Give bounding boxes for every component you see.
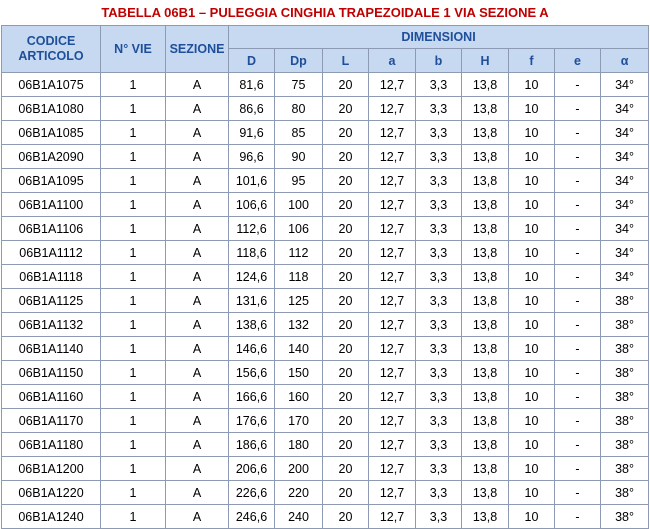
cell-codice: 06B1A1100 [2, 193, 101, 217]
cell-b: 3,3 [416, 193, 462, 217]
cell-alpha: 38° [601, 433, 649, 457]
header-dim-b: b [416, 49, 462, 73]
cell-codice: 06B1A2090 [2, 145, 101, 169]
cell-h: 13,8 [462, 337, 509, 361]
cell-n-vie: 1 [101, 337, 166, 361]
cell-e: - [555, 481, 601, 505]
cell-b: 3,3 [416, 481, 462, 505]
cell-dp: 140 [275, 337, 323, 361]
cell-h: 13,8 [462, 505, 509, 529]
cell-d: 81,6 [229, 73, 275, 97]
cell-alpha: 38° [601, 409, 649, 433]
cell-a: 12,7 [369, 121, 416, 145]
spec-table [1, 25, 649, 529]
cell-l: 20 [323, 337, 369, 361]
table-row [2, 169, 649, 193]
header-row-top [2, 26, 649, 49]
cell-alpha: 38° [601, 385, 649, 409]
cell-sezione: A [166, 241, 229, 265]
cell-e: - [555, 145, 601, 169]
cell-e: - [555, 337, 601, 361]
cell-b: 3,3 [416, 505, 462, 529]
cell-e: - [555, 361, 601, 385]
cell-e: - [555, 73, 601, 97]
cell-f: 10 [509, 433, 555, 457]
cell-d: 138,6 [229, 313, 275, 337]
cell-codice: 06B1A1170 [2, 409, 101, 433]
cell-f: 10 [509, 457, 555, 481]
cell-n-vie: 1 [101, 241, 166, 265]
table-row [2, 385, 649, 409]
cell-e: - [555, 265, 601, 289]
header-codice: CODICE [26, 34, 76, 48]
cell-dp: 200 [275, 457, 323, 481]
cell-a: 12,7 [369, 361, 416, 385]
cell-b: 3,3 [416, 145, 462, 169]
cell-d: 186,6 [229, 433, 275, 457]
cell-f: 10 [509, 337, 555, 361]
header-articolo: ARTICOLO [18, 49, 84, 63]
cell-f: 10 [509, 169, 555, 193]
cell-a: 12,7 [369, 313, 416, 337]
table-header [2, 26, 649, 73]
cell-alpha: 38° [601, 289, 649, 313]
cell-alpha: 34° [601, 193, 649, 217]
cell-alpha: 38° [601, 481, 649, 505]
cell-codice: 06B1A1150 [2, 361, 101, 385]
cell-h: 13,8 [462, 241, 509, 265]
cell-e: - [555, 433, 601, 457]
cell-f: 10 [509, 313, 555, 337]
cell-n-vie: 1 [101, 457, 166, 481]
cell-codice: 06B1A1125 [2, 289, 101, 313]
cell-l: 20 [323, 457, 369, 481]
cell-a: 12,7 [369, 337, 416, 361]
cell-f: 10 [509, 289, 555, 313]
cell-b: 3,3 [416, 169, 462, 193]
cell-codice: 06B1A1160 [2, 385, 101, 409]
cell-f: 10 [509, 481, 555, 505]
cell-d: 101,6 [229, 169, 275, 193]
cell-h: 13,8 [462, 169, 509, 193]
cell-alpha: 38° [601, 505, 649, 529]
cell-e: - [555, 313, 601, 337]
cell-h: 13,8 [462, 193, 509, 217]
cell-sezione: A [166, 385, 229, 409]
cell-alpha: 34° [601, 217, 649, 241]
cell-dp: 125 [275, 289, 323, 313]
cell-d: 206,6 [229, 457, 275, 481]
cell-sezione: A [166, 97, 229, 121]
cell-sezione: A [166, 505, 229, 529]
cell-l: 20 [323, 241, 369, 265]
cell-n-vie: 1 [101, 145, 166, 169]
cell-d: 118,6 [229, 241, 275, 265]
cell-codice: 06B1A1118 [2, 265, 101, 289]
header-dim-l: L [323, 49, 369, 73]
cell-sezione: A [166, 265, 229, 289]
cell-h: 13,8 [462, 409, 509, 433]
cell-codice: 06B1A1200 [2, 457, 101, 481]
cell-l: 20 [323, 433, 369, 457]
cell-f: 10 [509, 217, 555, 241]
cell-b: 3,3 [416, 313, 462, 337]
cell-f: 10 [509, 121, 555, 145]
cell-e: - [555, 97, 601, 121]
cell-h: 13,8 [462, 361, 509, 385]
header-dimensioni: DIMENSIONI [229, 26, 649, 49]
header-dim-alpha: α [601, 49, 649, 73]
cell-dp: 112 [275, 241, 323, 265]
cell-d: 246,6 [229, 505, 275, 529]
cell-alpha: 34° [601, 145, 649, 169]
cell-dp: 85 [275, 121, 323, 145]
cell-a: 12,7 [369, 289, 416, 313]
cell-sezione: A [166, 433, 229, 457]
cell-l: 20 [323, 193, 369, 217]
cell-n-vie: 1 [101, 385, 166, 409]
cell-dp: 80 [275, 97, 323, 121]
cell-l: 20 [323, 289, 369, 313]
cell-b: 3,3 [416, 73, 462, 97]
cell-l: 20 [323, 97, 369, 121]
cell-alpha: 34° [601, 121, 649, 145]
cell-h: 13,8 [462, 433, 509, 457]
cell-h: 13,8 [462, 145, 509, 169]
header-dim-e: e [555, 49, 601, 73]
cell-dp: 220 [275, 481, 323, 505]
cell-codice: 06B1A1220 [2, 481, 101, 505]
cell-e: - [555, 385, 601, 409]
table-body [2, 73, 649, 529]
cell-a: 12,7 [369, 193, 416, 217]
cell-codice: 06B1A1180 [2, 433, 101, 457]
cell-n-vie: 1 [101, 193, 166, 217]
cell-n-vie: 1 [101, 169, 166, 193]
cell-l: 20 [323, 361, 369, 385]
table-row [2, 313, 649, 337]
header-n-vie: N° VIE [101, 26, 166, 73]
table-row [2, 73, 649, 97]
table-row [2, 265, 649, 289]
cell-dp: 240 [275, 505, 323, 529]
cell-sezione: A [166, 73, 229, 97]
cell-b: 3,3 [416, 265, 462, 289]
cell-d: 91,6 [229, 121, 275, 145]
cell-e: - [555, 193, 601, 217]
header-dim-a: a [369, 49, 416, 73]
cell-sezione: A [166, 121, 229, 145]
cell-d: 226,6 [229, 481, 275, 505]
cell-b: 3,3 [416, 97, 462, 121]
cell-d: 156,6 [229, 361, 275, 385]
cell-alpha: 38° [601, 313, 649, 337]
cell-e: - [555, 457, 601, 481]
table-row [2, 241, 649, 265]
cell-alpha: 34° [601, 169, 649, 193]
cell-dp: 170 [275, 409, 323, 433]
cell-n-vie: 1 [101, 121, 166, 145]
cell-codice: 06B1A1240 [2, 505, 101, 529]
cell-b: 3,3 [416, 337, 462, 361]
cell-dp: 132 [275, 313, 323, 337]
cell-alpha: 34° [601, 265, 649, 289]
cell-a: 12,7 [369, 73, 416, 97]
cell-f: 10 [509, 73, 555, 97]
cell-h: 13,8 [462, 265, 509, 289]
cell-dp: 180 [275, 433, 323, 457]
cell-h: 13,8 [462, 457, 509, 481]
table-row [2, 193, 649, 217]
table-row [2, 121, 649, 145]
table-row [2, 145, 649, 169]
cell-e: - [555, 217, 601, 241]
cell-h: 13,8 [462, 121, 509, 145]
cell-d: 112,6 [229, 217, 275, 241]
cell-l: 20 [323, 409, 369, 433]
header-dim-d: D [229, 49, 275, 73]
cell-h: 13,8 [462, 97, 509, 121]
cell-l: 20 [323, 145, 369, 169]
cell-d: 124,6 [229, 265, 275, 289]
cell-dp: 95 [275, 169, 323, 193]
cell-alpha: 38° [601, 457, 649, 481]
cell-e: - [555, 505, 601, 529]
cell-codice: 06B1A1112 [2, 241, 101, 265]
table-row [2, 457, 649, 481]
cell-dp: 160 [275, 385, 323, 409]
cell-f: 10 [509, 241, 555, 265]
cell-f: 10 [509, 409, 555, 433]
header-sezione: SEZIONE [166, 26, 229, 73]
cell-b: 3,3 [416, 409, 462, 433]
cell-dp: 150 [275, 361, 323, 385]
cell-l: 20 [323, 217, 369, 241]
cell-sezione: A [166, 481, 229, 505]
cell-n-vie: 1 [101, 433, 166, 457]
cell-a: 12,7 [369, 385, 416, 409]
cell-l: 20 [323, 169, 369, 193]
cell-d: 106,6 [229, 193, 275, 217]
cell-a: 12,7 [369, 97, 416, 121]
cell-sezione: A [166, 289, 229, 313]
cell-alpha: 34° [601, 97, 649, 121]
cell-a: 12,7 [369, 145, 416, 169]
cell-b: 3,3 [416, 457, 462, 481]
cell-a: 12,7 [369, 433, 416, 457]
cell-sezione: A [166, 361, 229, 385]
cell-codice: 06B1A1106 [2, 217, 101, 241]
cell-sezione: A [166, 313, 229, 337]
cell-n-vie: 1 [101, 313, 166, 337]
table-row [2, 289, 649, 313]
cell-f: 10 [509, 193, 555, 217]
cell-d: 96,6 [229, 145, 275, 169]
cell-n-vie: 1 [101, 217, 166, 241]
cell-sezione: A [166, 169, 229, 193]
cell-a: 12,7 [369, 265, 416, 289]
cell-l: 20 [323, 265, 369, 289]
cell-b: 3,3 [416, 385, 462, 409]
table-row [2, 337, 649, 361]
cell-codice: 06B1A1080 [2, 97, 101, 121]
cell-h: 13,8 [462, 481, 509, 505]
cell-a: 12,7 [369, 169, 416, 193]
cell-f: 10 [509, 265, 555, 289]
cell-h: 13,8 [462, 313, 509, 337]
cell-f: 10 [509, 145, 555, 169]
table-row [2, 505, 649, 529]
cell-h: 13,8 [462, 73, 509, 97]
cell-l: 20 [323, 121, 369, 145]
table-title: TABELLA 06B1 – PULEGGIA CINGHIA TRAPEZOIDALE 1 VIA SEZIONE A [101, 5, 549, 20]
cell-a: 12,7 [369, 217, 416, 241]
cell-f: 10 [509, 361, 555, 385]
header-dim-h: H [462, 49, 509, 73]
cell-dp: 75 [275, 73, 323, 97]
cell-h: 13,8 [462, 217, 509, 241]
cell-a: 12,7 [369, 505, 416, 529]
cell-l: 20 [323, 313, 369, 337]
cell-h: 13,8 [462, 385, 509, 409]
cell-n-vie: 1 [101, 505, 166, 529]
header-codice-articolo [2, 26, 101, 73]
cell-alpha: 34° [601, 241, 649, 265]
cell-n-vie: 1 [101, 361, 166, 385]
cell-b: 3,3 [416, 433, 462, 457]
cell-d: 131,6 [229, 289, 275, 313]
cell-sezione: A [166, 337, 229, 361]
cell-e: - [555, 241, 601, 265]
cell-sezione: A [166, 145, 229, 169]
cell-a: 12,7 [369, 481, 416, 505]
cell-f: 10 [509, 505, 555, 529]
cell-sezione: A [166, 217, 229, 241]
cell-n-vie: 1 [101, 409, 166, 433]
table-row [2, 361, 649, 385]
cell-dp: 118 [275, 265, 323, 289]
cell-n-vie: 1 [101, 265, 166, 289]
header-dim-f: f [509, 49, 555, 73]
table-row [2, 217, 649, 241]
cell-dp: 90 [275, 145, 323, 169]
cell-codice: 06B1A1140 [2, 337, 101, 361]
cell-e: - [555, 121, 601, 145]
cell-n-vie: 1 [101, 481, 166, 505]
table-row [2, 97, 649, 121]
cell-codice: 06B1A1132 [2, 313, 101, 337]
cell-d: 176,6 [229, 409, 275, 433]
cell-sezione: A [166, 193, 229, 217]
cell-b: 3,3 [416, 361, 462, 385]
cell-l: 20 [323, 385, 369, 409]
cell-sezione: A [166, 409, 229, 433]
cell-b: 3,3 [416, 217, 462, 241]
cell-b: 3,3 [416, 121, 462, 145]
cell-a: 12,7 [369, 457, 416, 481]
header-dim-dp: Dp [275, 49, 323, 73]
cell-dp: 100 [275, 193, 323, 217]
cell-d: 146,6 [229, 337, 275, 361]
table-row [2, 481, 649, 505]
cell-d: 166,6 [229, 385, 275, 409]
cell-l: 20 [323, 481, 369, 505]
cell-b: 3,3 [416, 241, 462, 265]
cell-codice: 06B1A1075 [2, 73, 101, 97]
cell-h: 13,8 [462, 289, 509, 313]
cell-e: - [555, 409, 601, 433]
cell-a: 12,7 [369, 241, 416, 265]
cell-e: - [555, 289, 601, 313]
cell-n-vie: 1 [101, 97, 166, 121]
cell-n-vie: 1 [101, 73, 166, 97]
cell-f: 10 [509, 97, 555, 121]
cell-d: 86,6 [229, 97, 275, 121]
cell-dp: 106 [275, 217, 323, 241]
cell-codice: 06B1A1095 [2, 169, 101, 193]
cell-l: 20 [323, 505, 369, 529]
cell-f: 10 [509, 385, 555, 409]
cell-alpha: 38° [601, 337, 649, 361]
cell-alpha: 34° [601, 73, 649, 97]
cell-alpha: 38° [601, 361, 649, 385]
cell-sezione: A [166, 457, 229, 481]
cell-a: 12,7 [369, 409, 416, 433]
cell-l: 20 [323, 73, 369, 97]
cell-b: 3,3 [416, 289, 462, 313]
table-row [2, 433, 649, 457]
table-row [2, 409, 649, 433]
cell-n-vie: 1 [101, 289, 166, 313]
cell-codice: 06B1A1085 [2, 121, 101, 145]
cell-e: - [555, 169, 601, 193]
